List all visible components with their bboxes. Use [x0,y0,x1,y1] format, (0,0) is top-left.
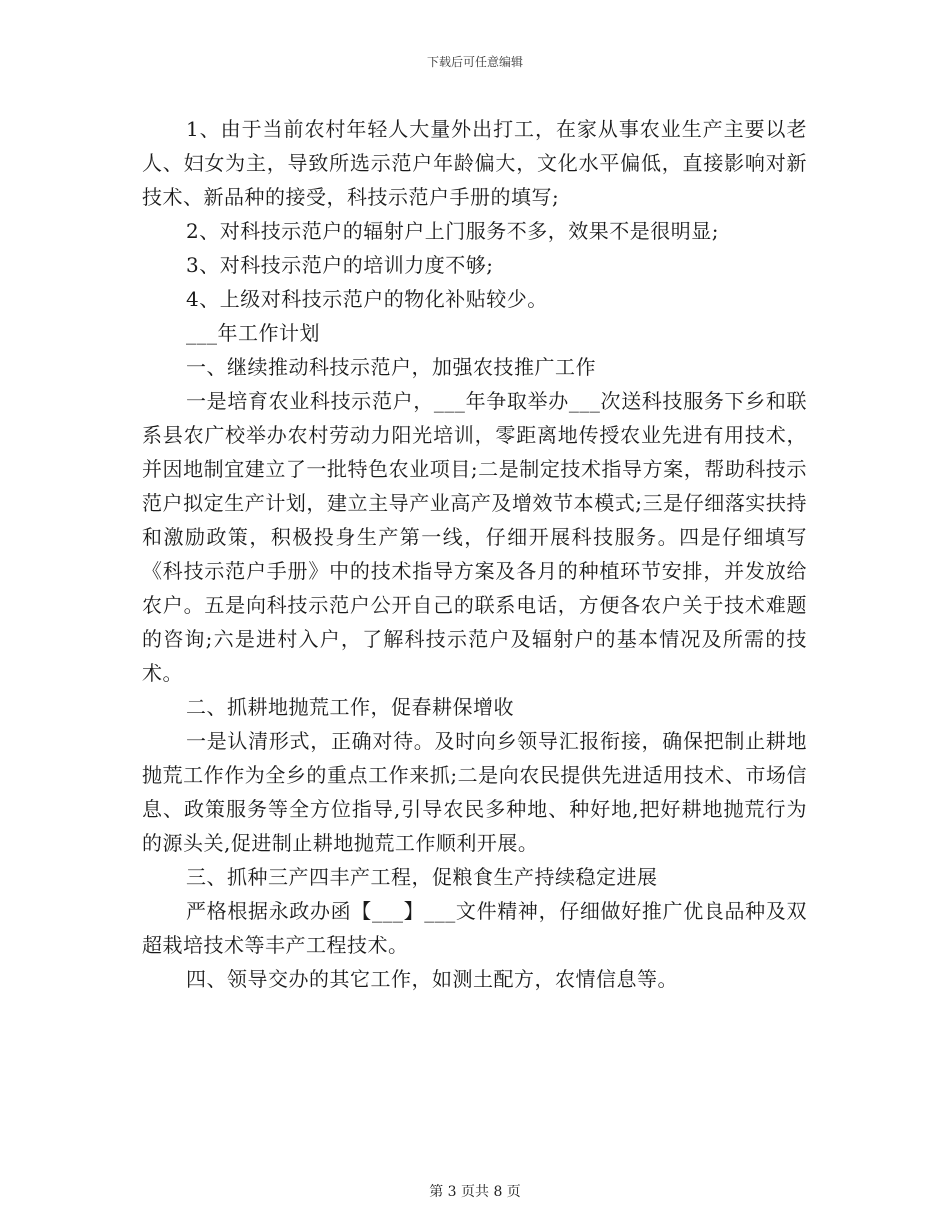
section-heading-1: 一、继续推动科技示范户，加强农技推广工作 [186,355,596,379]
paragraph-issue-3: 3、对科技示范户的培训力度不够; [186,253,494,277]
section-heading-work-plan: ___年工作计划 [186,321,320,345]
paragraph-section-3: 严格根据永政办函【___】___文件精神，仔细做好推广优良品种及双超栽培技术等丰产工程技术。 [142,899,807,957]
page-number: 第 3 页共 8 页 [429,1184,521,1200]
paragraph-issue-4: 4、上级对科技示范户的物化补贴较少。 [186,287,548,311]
paragraph-section-2: 一是认清形式，正确对待。及时向乡领导汇报衔接，确保把制止耕地抛荒工作作为全乡的重点工作来抓;二是向农民提供先进适用技术、市场信息、政策服务等全方位指导,引导农民多种地、种好地,把好耕地抛荒行为的源头关,促进制止耕地抛荒工作顺利开展。 [142,729,807,855]
section-heading-4: 四、领导交办的其它工作，如测土配方，农情信息等。 [186,967,678,991]
paragraph-issue-1: 1、由于当前农村年轻人大量外出打工，在家从事农业生产主要以老人、妇女为主，导致所选示范户年龄偏大，文化水平偏低，直接影响对新技术、新品种的接受，科技示范户手册的填写; [142,117,807,209]
section-heading-3: 三、抓种三产四丰产工程，促粮食生产持续稳定进展 [186,865,658,889]
document-body [142,112,807,996]
paragraph-issue-2: 2、对科技示范户的辐射户上门服务不多，效果不是很明显; [186,219,719,243]
section-heading-2: 二、抓耕地抛荒工作，促春耕保增收 [186,695,514,719]
page-header: 下载后可任意编辑 [426,55,523,69]
paragraph-section-1: 一是培育农业科技示范户，___年争取举办___次送科技服务下乡和联系县农广校举办农村劳动力阳光培训，零距离地传授农业先进有用技术，并因地制宜建立了一批特色农业项目;二是制定技术指导方案，帮助科技示范户拟定生产计划，建立主导产业高产及增效节本模式;三是仔细落实扶持和激励政策，积极投身生产第一线，仔细开展科技服务。四是仔细填写《科技示范户手册》中的技术指导方案及各月的种植环节安排，并发放给农户。五是向科技示范户公开自己的联系电话，方便各农户关于技术难题的咨询;六是进村入户，了解科技示范户及辐射户的基本情况及所需的技术。 [142,389,807,685]
